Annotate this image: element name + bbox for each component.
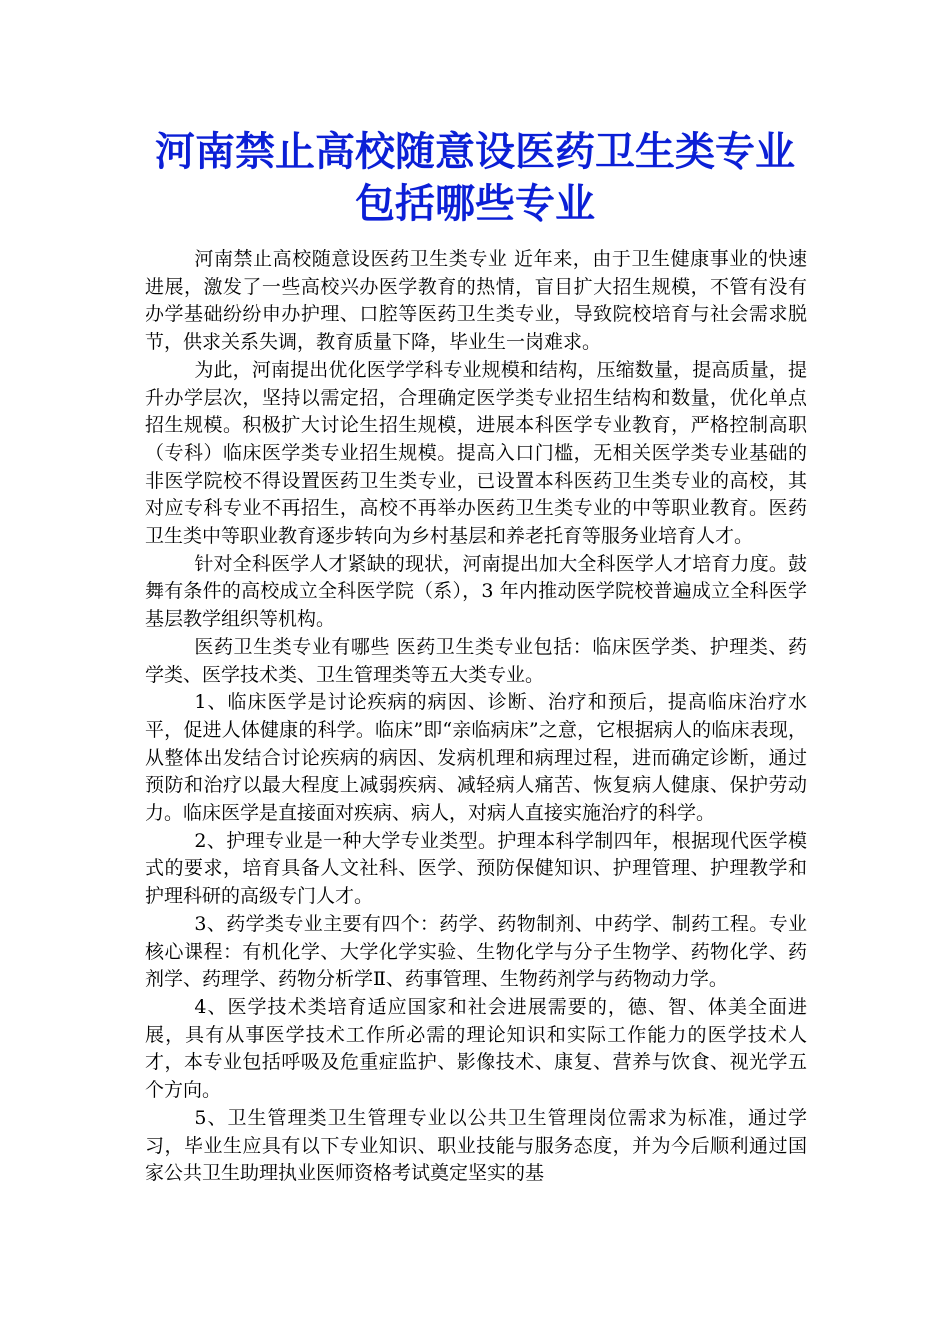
paragraph-nursing: 2、护理专业是一种大学专业类型。护理本科学制四年，根据现代医学模式的要求，培育具备人文社科、医学、预防保健知识、护理管理、护理教学和护理科研的高级专门人才。 xyxy=(145,829,807,908)
paragraph-clinical-medicine: 1、临床医学是讨论疾病的病因、诊断、治疗和预后，提高临床治疗水平，促进人体健康的科学。临床”即“亲临病床”之意，它根据病人的临床表现，从整体出发结合讨论疾病的病因、发病机理和病理过程，进而确定诊断，通过预防和治疗以最大程度上减弱疾病、减轻病人痛苦、恢复病人健康、保护劳动力。临床医学是直接面对疾病、病人，对病人直接实施治疗的科学。 xyxy=(145,691,807,825)
paragraph-intro: 河南禁止高校随意设医药卫生类专业 近年来，由于卫生健康事业的快速进展，激发了一些高校兴办医学教育的热情，盲目扩大招生规模，不管有没有办学基础纷纷申办护理、口腔等医药卫生类专业，导致院校培育与社会需求脱节，供求关系失调，教育质量下降，毕业生一岗难求。 xyxy=(145,248,807,354)
paragraph-medical-technology: 4、医学技术类培育适应国家和社会进展需要的，德、智、体美全面进展，具有从事医学技术工作所必需的理论知识和实际工作能力的医学技术人才，本专业包括呼吸及危重症监护、影像技术、康复、营养与饮食、视光学五个方向。 xyxy=(145,995,807,1102)
document-body xyxy=(145,246,807,1188)
paragraph-policy: 为此，河南提出优化医学学科专业规模和结构，压缩数量，提高质量，提升办学层次，坚持以需定招，合理确定医学类专业招生结构和数量，优化单点招生规模。积极扩大讨论生招生规模，进展本科医学专业教育，严格控制高职（专科）临床医学类专业招生规模。提高入口门槛，无相关医学类专业基础的非医学院校不得设置医药卫生类专业，已设置本科医药卫生类专业的高校，其对应专科专业不再招生，高校不再举办医药卫生类专业的中等职业教育。医药卫生类中等职业教育逐步转向为乡村基层和养老托育等服务业培育人才。 xyxy=(145,358,807,548)
document-title: 河南禁止高校随意设医药卫生类专业 包括哪些专业 xyxy=(155,128,795,227)
paragraph-categories: 医药卫生类专业有哪些 医药卫生类专业包括：临床医学类、护理类、药学类、医学技术类、卫生管理类等五大类专业。 xyxy=(145,635,807,686)
paragraph-general-medicine: 针对全科医学人才紧缺的现状，河南提出加大全科医学人才培育力度。鼓舞有条件的高校成立全科医学院（系），3 年内推动医学院校普遍成立全科医学基层教学组织等机构。 xyxy=(145,552,807,631)
paragraph-pharmacy: 3、药学类专业主要有四个：药学、药物制剂、中药学、制药工程。专业核心课程：有机化学、大学化学实验、生物化学与分子生物学、药物化学、药剂学、药理学、药物分析学Ⅱ、药事管理、生物药剂学与药物动力学。 xyxy=(145,912,807,991)
paragraph-health-management: 5、卫生管理类卫生管理专业以公共卫生管理岗位需求为标准，通过学习，毕业生应具有以下专业知识、职业技能与服务态度，并为今后顺利通过国家公共卫生助理执业医师资格考试奠定坚实的基 xyxy=(145,1106,807,1185)
